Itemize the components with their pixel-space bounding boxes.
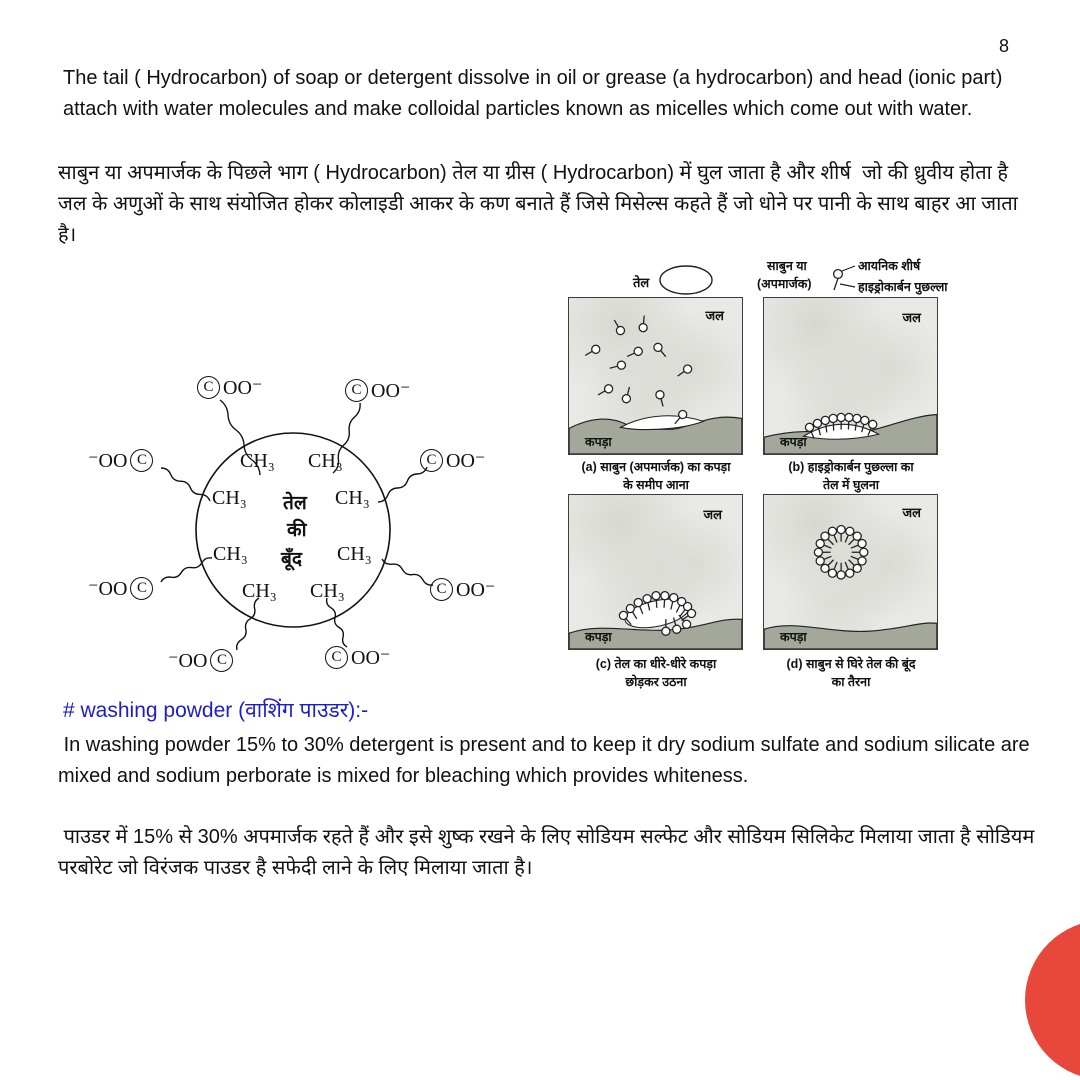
intro-paragraph-hindi: साबुन या अपमार्जक के पिछले भाग ( Hydrocarbon) तेल या ग्रीस ( Hydrocarbon) में घुल जाता है और शीर्ष जो की ध्रुवीय होता है जल के अणुओं के साथ संयोजित होकर कोलाइडी आकर के कण बनाते हैं जिसे मिसेल्स कहते हैं जो धोने पर पानी के साथ बाहर आ जाता है। — [58, 162, 1024, 246]
oil-drop-word-3: बूँद — [281, 549, 302, 570]
caption-c-line1: (c) तेल का धीरे-धीरे कपड़ा — [595, 657, 717, 671]
oil-drop-word-2: की — [287, 520, 307, 541]
coo-label: OO⁻ — [446, 449, 486, 472]
cloth-label: कपड़ा — [780, 630, 807, 644]
oil-drop-word-1: तेल — [283, 493, 307, 514]
circled-c: C — [210, 649, 233, 672]
caption-b — [755, 458, 947, 494]
caption-d — [755, 655, 947, 691]
corner-red-button[interactable] — [1025, 920, 1080, 1080]
carboxylate-head — [88, 449, 153, 472]
intro-paragraph-english: The tail ( Hydrocarbon) of soap or detergent dissolve in oil or grease (a hydrocarbon) and head (ionic part) attach with water molecules and make colloidal particles known as micelles which come out with water. — [63, 67, 1008, 120]
legend-ionic-head-label: आयनिक शीर्ष — [858, 259, 921, 273]
carboxylate-head — [88, 577, 153, 600]
coo-label: OO⁻ — [351, 646, 391, 669]
caption-a-line1: (a) साबुन (अपमार्जक) का कपड़ा — [581, 460, 731, 474]
oo-label: ⁻OO — [88, 449, 128, 472]
oo-label: ⁻OO — [88, 577, 128, 600]
legend-soap-line2: (अपमार्जक) — [757, 277, 812, 291]
caption-d-line2: का तैरना — [831, 675, 871, 689]
caption-b-line1: (b) हाइड्रोकार्बन पुछल्ला का — [788, 460, 914, 474]
carboxylate-head — [345, 379, 410, 402]
caption-c — [560, 655, 752, 691]
page-number: 8 — [999, 36, 1010, 56]
ch3-label: CH₃ — [213, 543, 248, 565]
panel-b-tails-dissolving — [763, 297, 938, 455]
panel-c-oil-lifting — [568, 494, 743, 650]
carboxylate-head — [325, 646, 390, 669]
caption-a — [560, 458, 752, 494]
cloth-label: कपड़ा — [585, 435, 612, 449]
caption-c-line2: छोड़कर उठना — [625, 675, 687, 689]
washing-powder-heading: # washing powder (वाशिंग पाउडर):- — [63, 699, 369, 722]
carboxylate-head — [197, 376, 262, 399]
cloth-label: कपड़ा — [585, 630, 612, 644]
circled-c: C — [130, 449, 153, 472]
caption-a-line2: के समीप आना — [623, 478, 689, 492]
soap-molecules — [583, 315, 693, 426]
legend-hydrocarbon-tail-label: हाइड्रोकार्बन पुछल्ला — [858, 280, 948, 294]
circled-c: C — [420, 449, 443, 472]
washing-powder-hindi: पाउडर में 15% से 30% अपमार्जक रहते हैं और इसे शुष्क रखने के लिए सोडियम सल्फेट और सोडियम सिलिकेट मिलाया जाता है सोडियम परबोरेट जो विरंजक पाउडर है सफेदी लाने के लिए मिलाया जाता है। — [58, 826, 1040, 879]
oil-label: तेल — [633, 275, 650, 290]
circled-c: C — [197, 376, 220, 399]
caption-d-line1: (d) साबुन से घिरे तेल की बूंद — [786, 657, 916, 671]
ch3-label: CH₃ — [240, 450, 275, 472]
ch3-label: CH₃ — [308, 450, 343, 472]
water-label: जल — [703, 507, 722, 522]
washing-powder-english: In washing powder 15% to 30% detergent is present and to keep it dry sodium sulfate and sodium silicate are mixed and sodium perborate is mixed for bleaching which provides whiteness. — [58, 734, 1036, 787]
coo-label: OO⁻ — [371, 379, 411, 402]
coo-label: OO⁻ — [456, 578, 496, 601]
legend-soap-line1: साबुन या — [767, 259, 807, 273]
carboxylate-head — [420, 449, 485, 472]
water-label: जल — [902, 310, 921, 325]
circled-c: C — [130, 577, 153, 600]
ch3-label: CH₃ — [242, 580, 277, 602]
oil-oval-icon — [657, 263, 715, 297]
water-label: जल — [705, 308, 724, 323]
micelle-ring — [814, 526, 868, 580]
oo-label: ⁻OO — [168, 649, 208, 672]
circled-c: C — [430, 578, 453, 601]
circled-c: C — [325, 646, 348, 669]
carboxylate-head — [430, 578, 495, 601]
cloth-label: कपड़ा — [780, 435, 807, 449]
circled-c: C — [345, 379, 368, 402]
caption-b-line2: तेल में घुलना — [822, 478, 880, 492]
carboxylate-head — [168, 649, 233, 672]
ch3-label: CH₃ — [337, 543, 372, 565]
coo-label: OO⁻ — [223, 376, 263, 399]
ch3-label: CH₃ — [335, 487, 370, 509]
water-label: जल — [902, 505, 921, 520]
soap-molecule-icon — [828, 260, 858, 298]
ch3-label: CH₃ — [212, 487, 247, 509]
ch3-label: CH₃ — [310, 580, 345, 602]
panel-a-soap-approaching — [568, 297, 743, 455]
panel-d-micelle-floating — [763, 494, 938, 650]
